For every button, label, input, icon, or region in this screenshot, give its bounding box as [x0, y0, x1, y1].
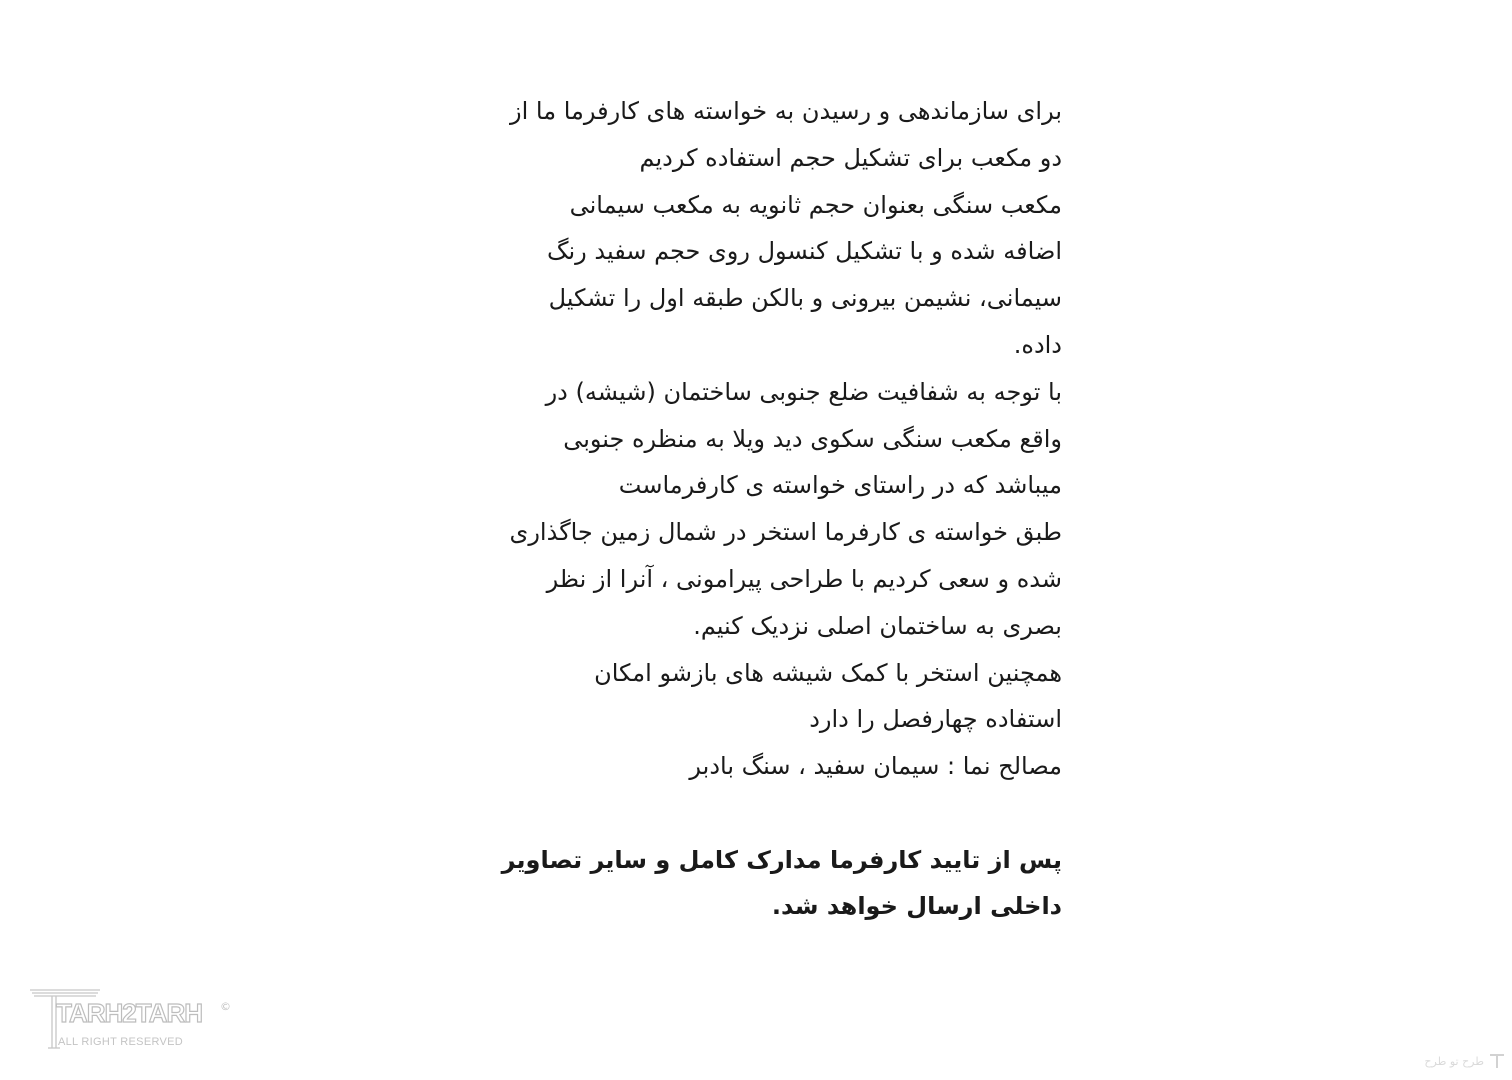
description-line: سیمانی، نشیمن بیرونی و بالکن طبقه اول را تشکیل [548, 284, 1062, 313]
description-line: طبق خواسته ی کارفرما استخر در شمال زمین جاگذاری [509, 518, 1062, 547]
copyright-symbol: © [220, 1000, 231, 1013]
logo-wordmark: TARH2TARH [56, 998, 203, 1028]
description-line: استفاده چهارفصل را دارد [809, 705, 1062, 734]
description-line: همچنین استخر با کمک شیشه های بازشو امکان [594, 658, 1062, 687]
approval-note-line: داخلی ارسال خواهد شد. [771, 891, 1062, 920]
project-description [450, 88, 1062, 929]
logo-rights: ALL RIGHT RESERVED [58, 1036, 184, 1048]
corner-watermark-text: طرح تو طرح [1424, 1054, 1484, 1068]
description-line: داده. [1013, 330, 1062, 359]
description-line: با توجه به شفافیت ضلع جنوبی ساختمان (شیشه) در [545, 377, 1062, 406]
paragraph-spacer [450, 790, 1062, 837]
description-line: اضافه شده و با تشکیل کنسول روی حجم سفید رنگ [546, 237, 1062, 266]
corner-watermark [1424, 1052, 1506, 1070]
description-line: مصالح نما : سیمان سفید ، سنگ بادبر [689, 752, 1062, 781]
description-line: بصری به ساختمان اصلی نزدیک کنیم. [693, 611, 1062, 640]
tarh2tarh-logo [28, 986, 238, 1056]
t-logo-icon [1488, 1052, 1506, 1070]
description-line: میباشد که در راستای خواسته ی کارفرماست [618, 471, 1062, 500]
description-line: واقع مکعب سنگی سکوی دید ویلا به منظره جنوبی [563, 424, 1062, 453]
description-line: دو مکعب برای تشکیل حجم استفاده کردیم [639, 143, 1062, 172]
approval-note-line: پس از تایید کارفرما مدارک کامل و سایر تصاویر [501, 845, 1062, 874]
description-line: برای سازماندهی و رسیدن به خواسته های کارفرما ما از [510, 97, 1062, 125]
description-line: مکعب سنگی بعنوان حجم ثانویه به مکعب سیمانی [569, 190, 1062, 219]
description-line: شده و سعی کردیم با طراحی پیرامونی ، آنرا از نظر [546, 564, 1062, 593]
